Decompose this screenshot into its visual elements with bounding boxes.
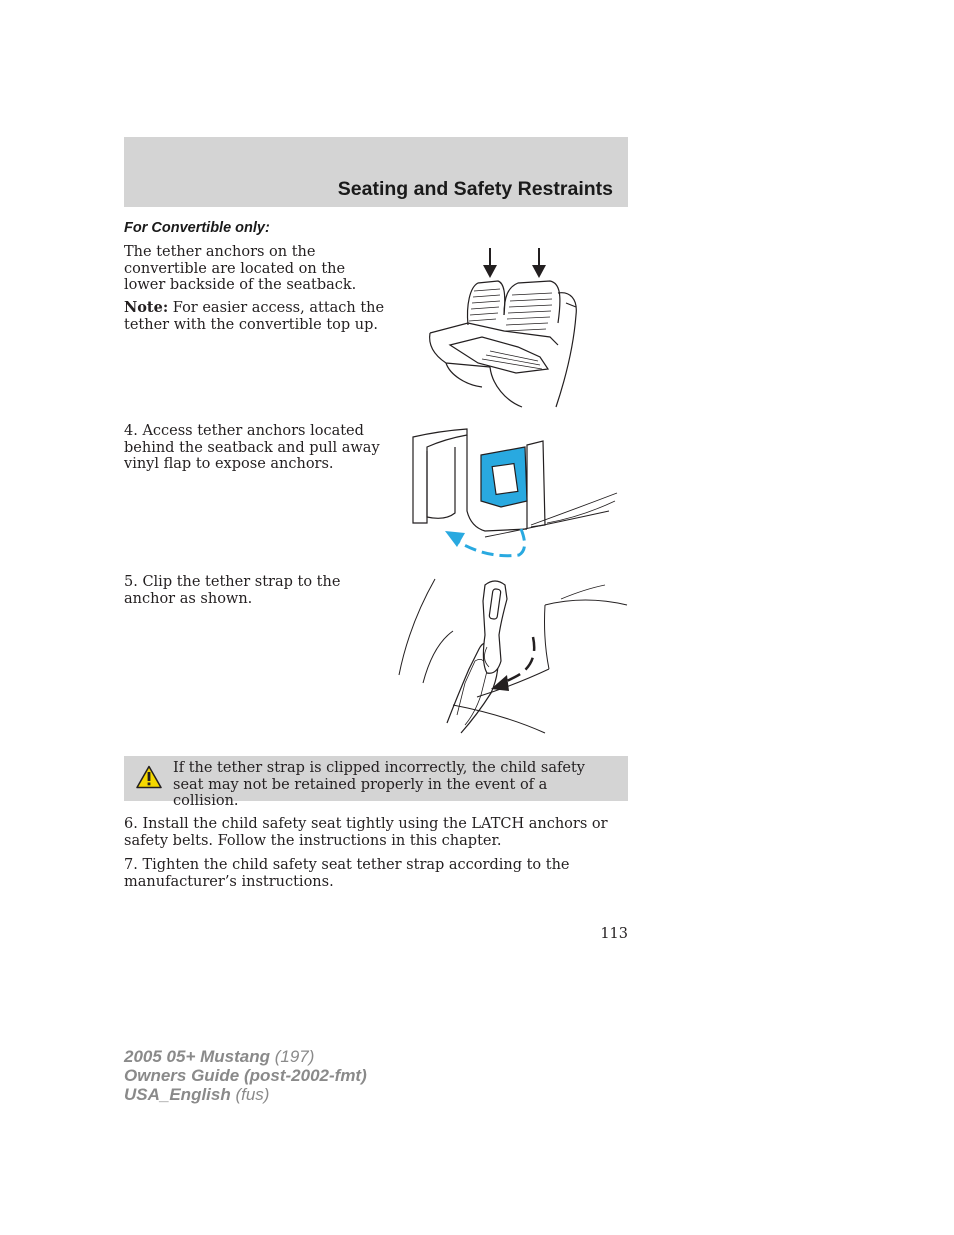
rear-seat-illustration — [420, 245, 590, 410]
subheading-convertible: For Convertible only: — [124, 220, 270, 236]
footer-line-3 — [124, 1085, 367, 1104]
warning-triangle-icon — [136, 765, 162, 789]
footer-model-code: (197) — [270, 1047, 315, 1066]
paragraph-tether-location: The tether anchors on the convertible are located on the lower backside of the seatback. — [124, 244, 357, 293]
warning-text: If the tether strap is clipped incorrectly, the child safety seat may not be retained properly in the event of a collision. — [173, 760, 585, 809]
note-text: For easier access, attach the tether with the convertible top up. — [124, 300, 385, 333]
footer-model: 2005 05+ Mustang — [124, 1047, 270, 1066]
tether-clip-illustration — [395, 575, 630, 740]
page-number: 113 — [600, 926, 628, 942]
footer-language: USA_English — [124, 1085, 231, 1104]
footer-line-2 — [124, 1066, 367, 1085]
footer-document-info — [124, 1047, 367, 1104]
paragraph-note — [124, 300, 386, 333]
footer-line-1 — [124, 1047, 367, 1066]
footer-language-code: (fus) — [230, 1085, 270, 1104]
paragraph-step5: 5. Clip the tether strap to the anchor as shown. — [124, 574, 341, 607]
note-label: Note: — [124, 299, 169, 316]
section-title: Seating and Safety Restraints — [337, 178, 613, 200]
warning-box — [124, 756, 628, 809]
paragraph-step4: 4. Access tether anchors located behind the seatback and pull away vinyl flap to expose anchors. — [124, 423, 380, 472]
paragraph-step7: 7. Tighten the child safety seat tether strap according to the manufacturer’s instructions. — [124, 857, 570, 890]
paragraph-step6: 6. Install the child safety seat tightly using the LATCH anchors or safety belts. Follow the instructions in this chapter. — [124, 816, 608, 849]
section-header-bar — [124, 137, 628, 207]
footer-guide-format: Owners Guide (post-2002-fmt) — [124, 1066, 367, 1085]
vinyl-flap-illustration — [405, 425, 625, 565]
